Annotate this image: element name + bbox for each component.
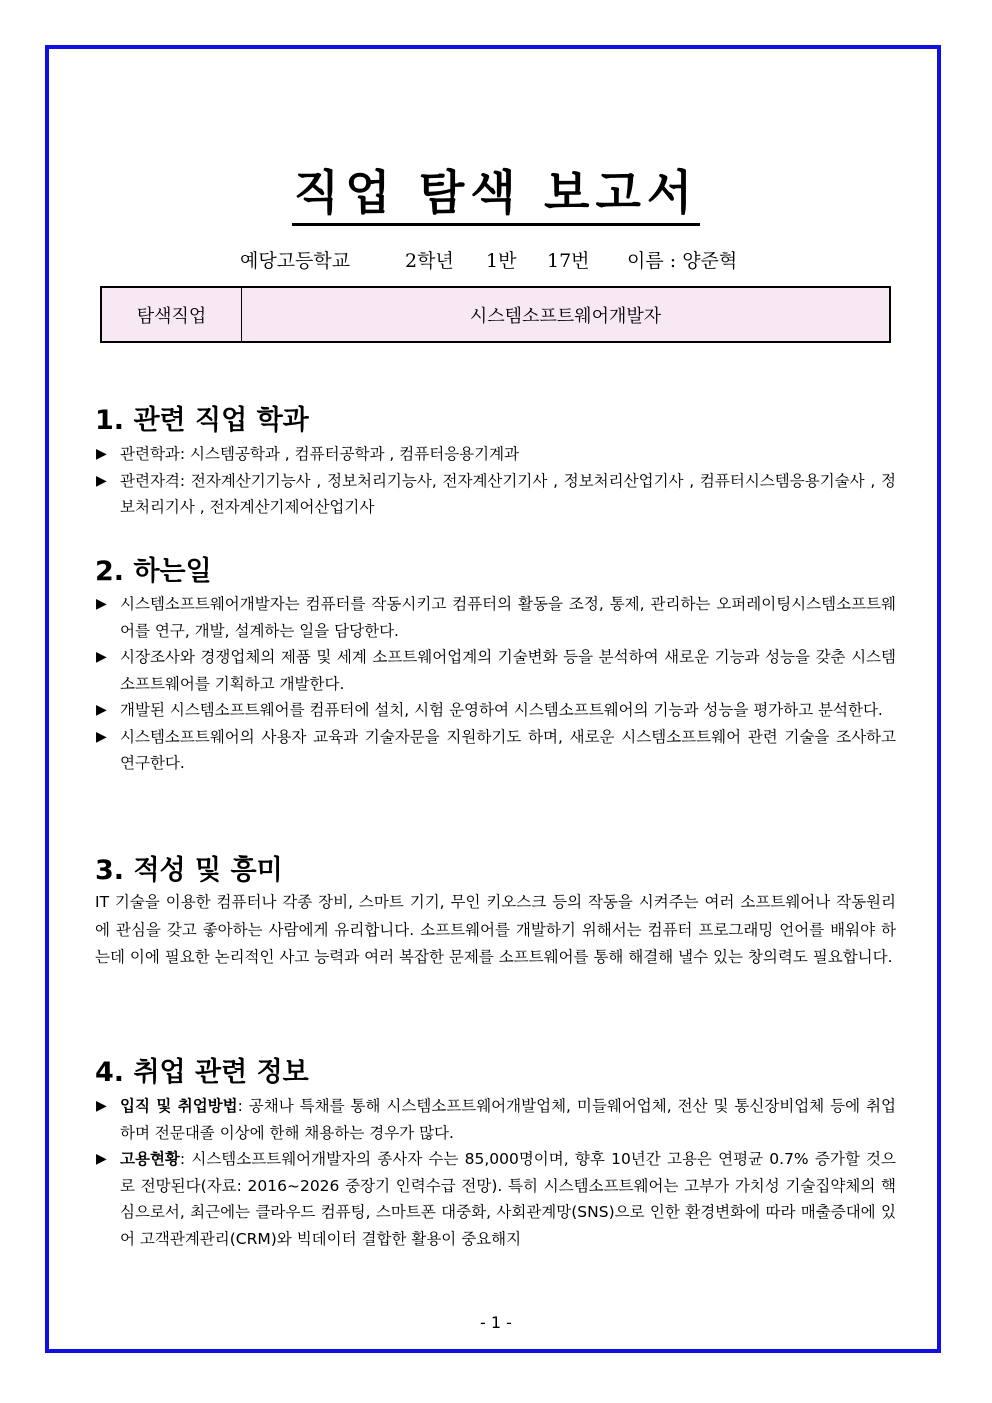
list-item: ▶ 시스템소프트웨어개발자는 컴퓨터를 작동시키고 컴퓨터의 활동을 조정, 통제, 관리하는 오퍼레이팅시스템소프트웨어를 연구, 개발, 설계하는 일을 담당한다.: [96, 591, 896, 644]
section3-heading: 3. 적성 및 흥미: [95, 855, 283, 886]
document-title: 직업 탐색 보고서: [0, 156, 992, 223]
list-item: [96, 1093, 896, 1146]
bullet-icon: ▶: [96, 728, 107, 745]
section4-heading: 4. 취업 관련 정보: [95, 1057, 309, 1088]
item-term: 입직 및 취업방법: [120, 1097, 238, 1115]
list-item: ▶ 관련자격: 전자계산기기능사 , 정보처리기능사, 전자계산기기사 , 정보처리산업기사 , 컴퓨터시스템응용기술사 , 정보처리기사 , 전자계산기제어산업기사: [96, 468, 896, 521]
list-item: ▶ 시스템소프트웨어의 사용자 교육과 기술자문을 지원하기도 하며, 새로운 시스템소프트웨어 관련 기술을 조사하고 연구한다.: [96, 724, 896, 777]
student-number: 17번: [547, 250, 590, 272]
bullet-icon: ▶: [96, 649, 107, 665]
school-name: 예당고등학교: [240, 250, 351, 272]
bullet-icon: ▶: [96, 596, 107, 612]
list-item: ▶ 관련학과: 시스템공학과 , 컴퓨터공학과 , 컴퓨터응용기계과: [96, 441, 896, 468]
bullet-icon: ▶: [96, 472, 107, 489]
bullet-icon: ▶: [96, 446, 107, 462]
bullet-icon: ▶: [96, 1098, 107, 1114]
section2-heading: 2. 하는일: [95, 556, 212, 587]
list-item: ▶ 개발된 시스템소프트웨어를 컴퓨터에 설치, 시험 운영하여 시스템소프트웨어의 기능과 성능을 평가하고 분석한다.: [96, 697, 896, 724]
item-text: : 공채나 특채를 통해 시스템소프트웨어개발업체, 미들웨어업체, 전산 및 통신장비업체 등에 취업하며 전문대졸 이상에 한해 채용하는 경우가 많다.: [120, 1097, 896, 1142]
bullet-icon: ▶: [96, 702, 107, 718]
job-table-value: 시스템소프트웨어개발자: [469, 305, 662, 327]
student-name: 이름 : 양준혁: [627, 250, 738, 272]
job-table-label: 탐색직업: [102, 288, 242, 341]
section4-list: [96, 1093, 896, 1252]
item-text: : 시스템소프트웨어개발자의 종사자 수는 85,000명이며, 향후 10년간 고용은 연평균 0.7% 증가할 것으로 전망된다(자료: 2016~2026 중장기 인력수급 전망). 특히 시스템소프트웨어는 고부가 가치성 기술집약체의 핵심으로서, 최근에는 클라우드 컴퓨팅, 스마트폰 대중화, 사회관계망(SNS)으로 인한 환경변화에 따라 매출증대에 있어 고객관계관리(CRM)와 빅데이터 결합한 활용이 중요해지: [120, 1150, 896, 1248]
item-term: 고용현황: [120, 1150, 180, 1168]
bullet-icon: ▶: [96, 1151, 107, 1167]
page-number: - 1 -: [480, 1313, 512, 1332]
list-item: ▶ 시장조사와 경쟁업체의 제품 및 세계 소프트웨어업계의 기술변화 등을 분석하여 새로운 기능과 성능을 갖춘 시스템소프트웨어를 기획하고 개발한다.: [96, 644, 896, 697]
section3-paragraph: IT 기술을 이용한 컴퓨터나 각종 장비, 스마트 기기, 무인 키오스크 등의 작동을 시켜주는 여러 소프트웨어나 작동원리에 관심을 갖고 좋아하는 사람에게 유리합니다. 소프트웨어를 개발하기 위해서는 컴퓨터 프로그래밍 언어를 배워야 하는데 이에 필요한 논리적인 사고 능력과 여러 복잡한 문제를 소프트웨어를 통해 해결해 낼수 있는 창의력도 필요합니다.: [95, 893, 896, 966]
section2-list: [96, 591, 896, 777]
section1-list: [96, 441, 896, 521]
list-item: [96, 1146, 896, 1252]
class: 1반: [486, 250, 517, 272]
section1-heading: 1. 관련 직업 학과: [95, 405, 309, 436]
grade: 2학년: [405, 250, 454, 272]
job-table: [100, 286, 891, 343]
student-info: [0, 246, 992, 274]
